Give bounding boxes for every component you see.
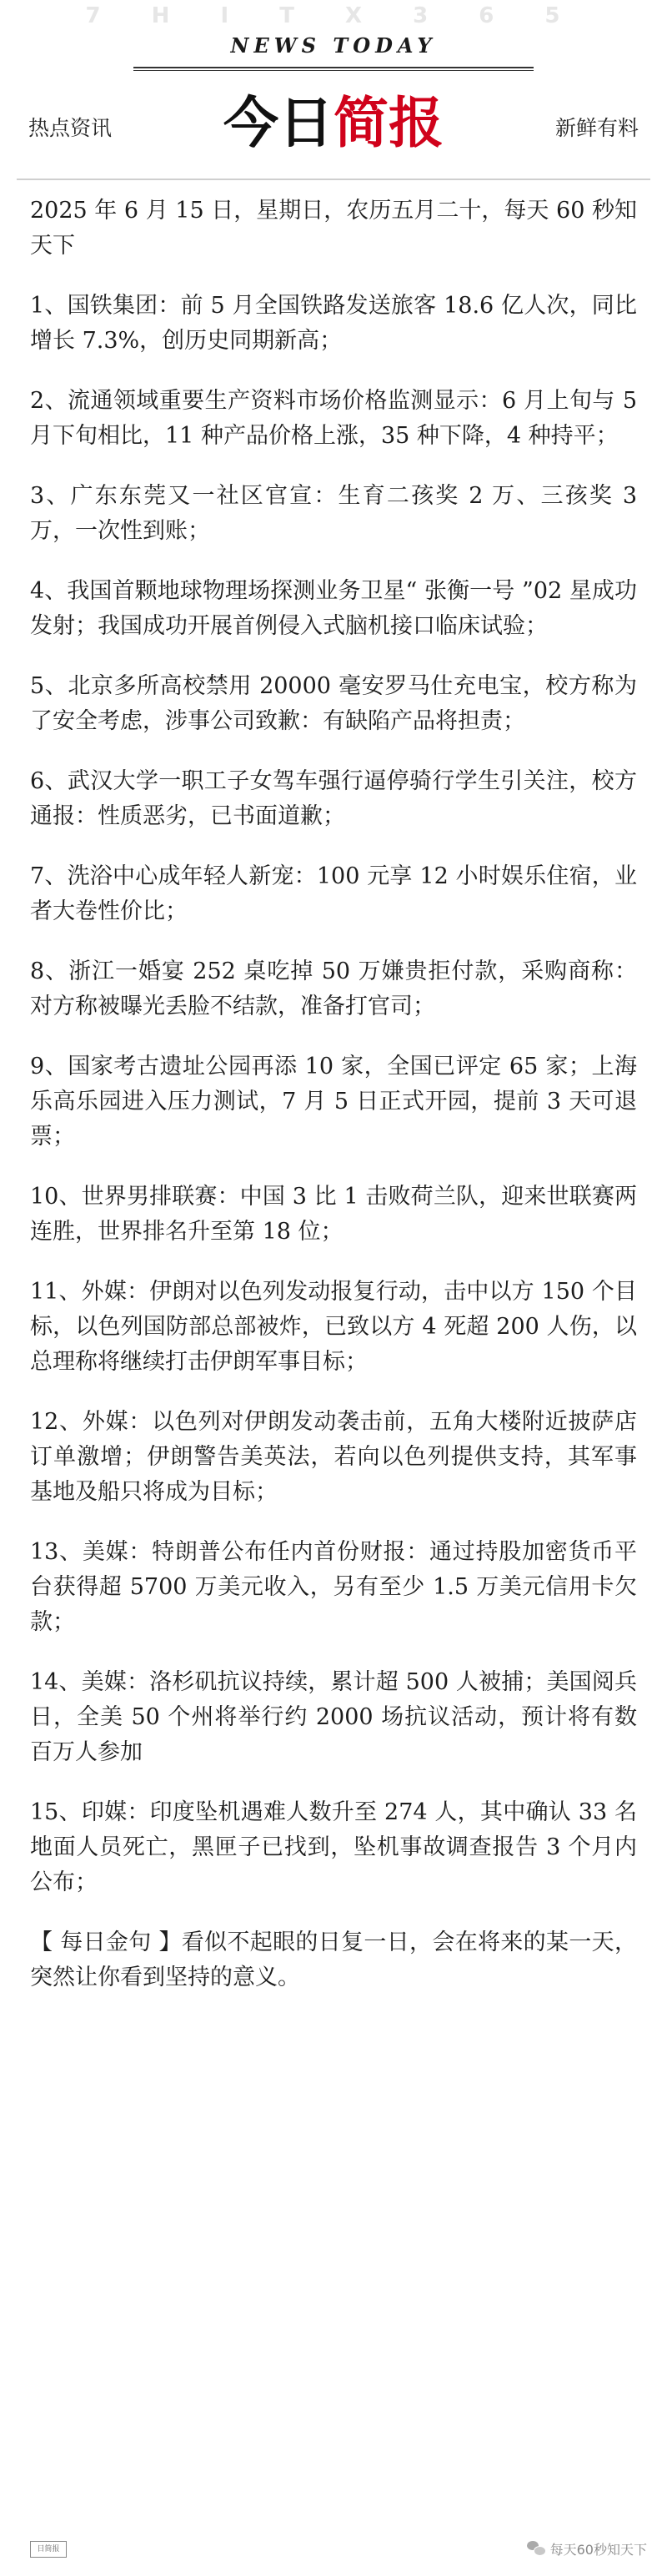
right-label: 新鲜有料: [554, 116, 639, 140]
tagline: NEWS TODAY: [230, 33, 437, 58]
daily-quote: [30, 1925, 637, 1995]
news-item: 4、我国首颗地球物理场探测业务卫星“ 张衡一号 ”02 星成功发射；我国成功开展首例侵入式脑机接口临床试验；: [30, 578, 637, 639]
news-item: 5、北京多所高校禁用 20000 毫安罗马仕充电宝，校方称为了安全考虑，涉事公司致歉：有缺陷产品将担责；: [30, 673, 637, 734]
title-part1: 今日: [223, 91, 334, 155]
watermark-letters: 7 H I T X 3 6 5: [85, 3, 582, 28]
news-item: 10、世界男排联赛：中国 3 比 1 击败荷兰队，迎来世联赛两连胜，世界排名升至第 18 位；: [30, 1184, 637, 1245]
date-intro: 2025 年 6 月 15 日，星期日，农历五月二十，每天 60 秒知天下: [30, 198, 637, 259]
news-item: 7、洗浴中心成年轻人新宠：100 元享 12 小时娱乐住宿，业者大卷性价比；: [30, 863, 637, 924]
masthead-rule: [133, 67, 534, 68]
title-part2: 简报: [334, 91, 444, 155]
news-item: 1、国铁集团：前 5 月全国铁路发送旅客 18.6 亿人次，同比增长 7.3%，创历史同期新高；: [30, 293, 637, 354]
news-item: 3、广东东莞又一社区官宣：生育二孩奖 2 万、三孩奖 3 万，一次性到账；: [30, 483, 637, 544]
news-item: 8、浙江一婚宴 252 桌吃掉 50 万嫌贵拒付款，采购商称：对方称被曝光丢脸不结款，准备打官司；: [30, 958, 637, 1019]
daily-quote-text: 看似不起眼的日复一日，会在将来的某一天，突然让你看到坚持的意义。: [30, 1929, 637, 1990]
article-body: [30, 194, 637, 2020]
news-item: 12、外媒：以色列对伊朗发动袭击前，五角大楼附近披萨店订单激增；伊朗警告美英法，若向以色列提供支持，其军事基地及船只将成为目标；: [30, 1409, 637, 1505]
news-item: 14、美媒：洛杉矶抗议持续，累计超 500 人被捕；美国阅兵日，全美 50 个州将举行约 2000 场抗议活动，预计将有数百万人参加: [30, 1669, 637, 1765]
masthead-rule-thin: [133, 70, 534, 71]
daily-quote-label: 【 每日金句 】: [30, 1929, 182, 1955]
wechat-icon: [527, 2541, 545, 2556]
news-item: 6、武汉大学一职工子女驾车强行逼停骑行学生引关注，校方通报：性质恶劣，已书面道歉；: [30, 768, 637, 829]
left-label: 热点资讯: [28, 116, 113, 140]
masthead-divider: [17, 179, 650, 180]
news-item: 9、国家考古遗址公园再添 10 家，全国已评定 65 家；上海乐高乐园进入压力测试，7 月 5 日正式开园，提前 3 天可退票；: [30, 1054, 637, 1150]
news-item: 15、印媒：印度坠机遇难人数升至 274 人，其中确认 33 名地面人员死亡，黑匣子已找到，坠机事故调查报告 3 个月内公布；: [30, 1799, 637, 1895]
footer-source[interactable]: [527, 2538, 647, 2559]
footer-source-label: 每天60秒知天下: [549, 2541, 647, 2558]
footer-badge: 日简报: [30, 2541, 67, 2558]
masthead: [0, 0, 667, 175]
news-item: 2、流通领域重要生产资料市场价格监测显示：6 月上旬与 5 月下旬相比，11 种产品价格上涨，35 种下降，4 种持平；: [30, 388, 637, 449]
news-item: 11、外媒：伊朗对以色列发动报复行动，击中以方 150 个目标，以色列国防部总部被炸，已致以方 4 死超 200 人伤，以总理称将继续打击伊朗军事目标；: [30, 1279, 637, 1375]
news-item: 13、美媒：特朗普公布任内首份财报：通过持股加密货币平台获得超 5700 万美元收入，另有至少 1.5 万美元信用卡欠款；: [30, 1539, 637, 1635]
